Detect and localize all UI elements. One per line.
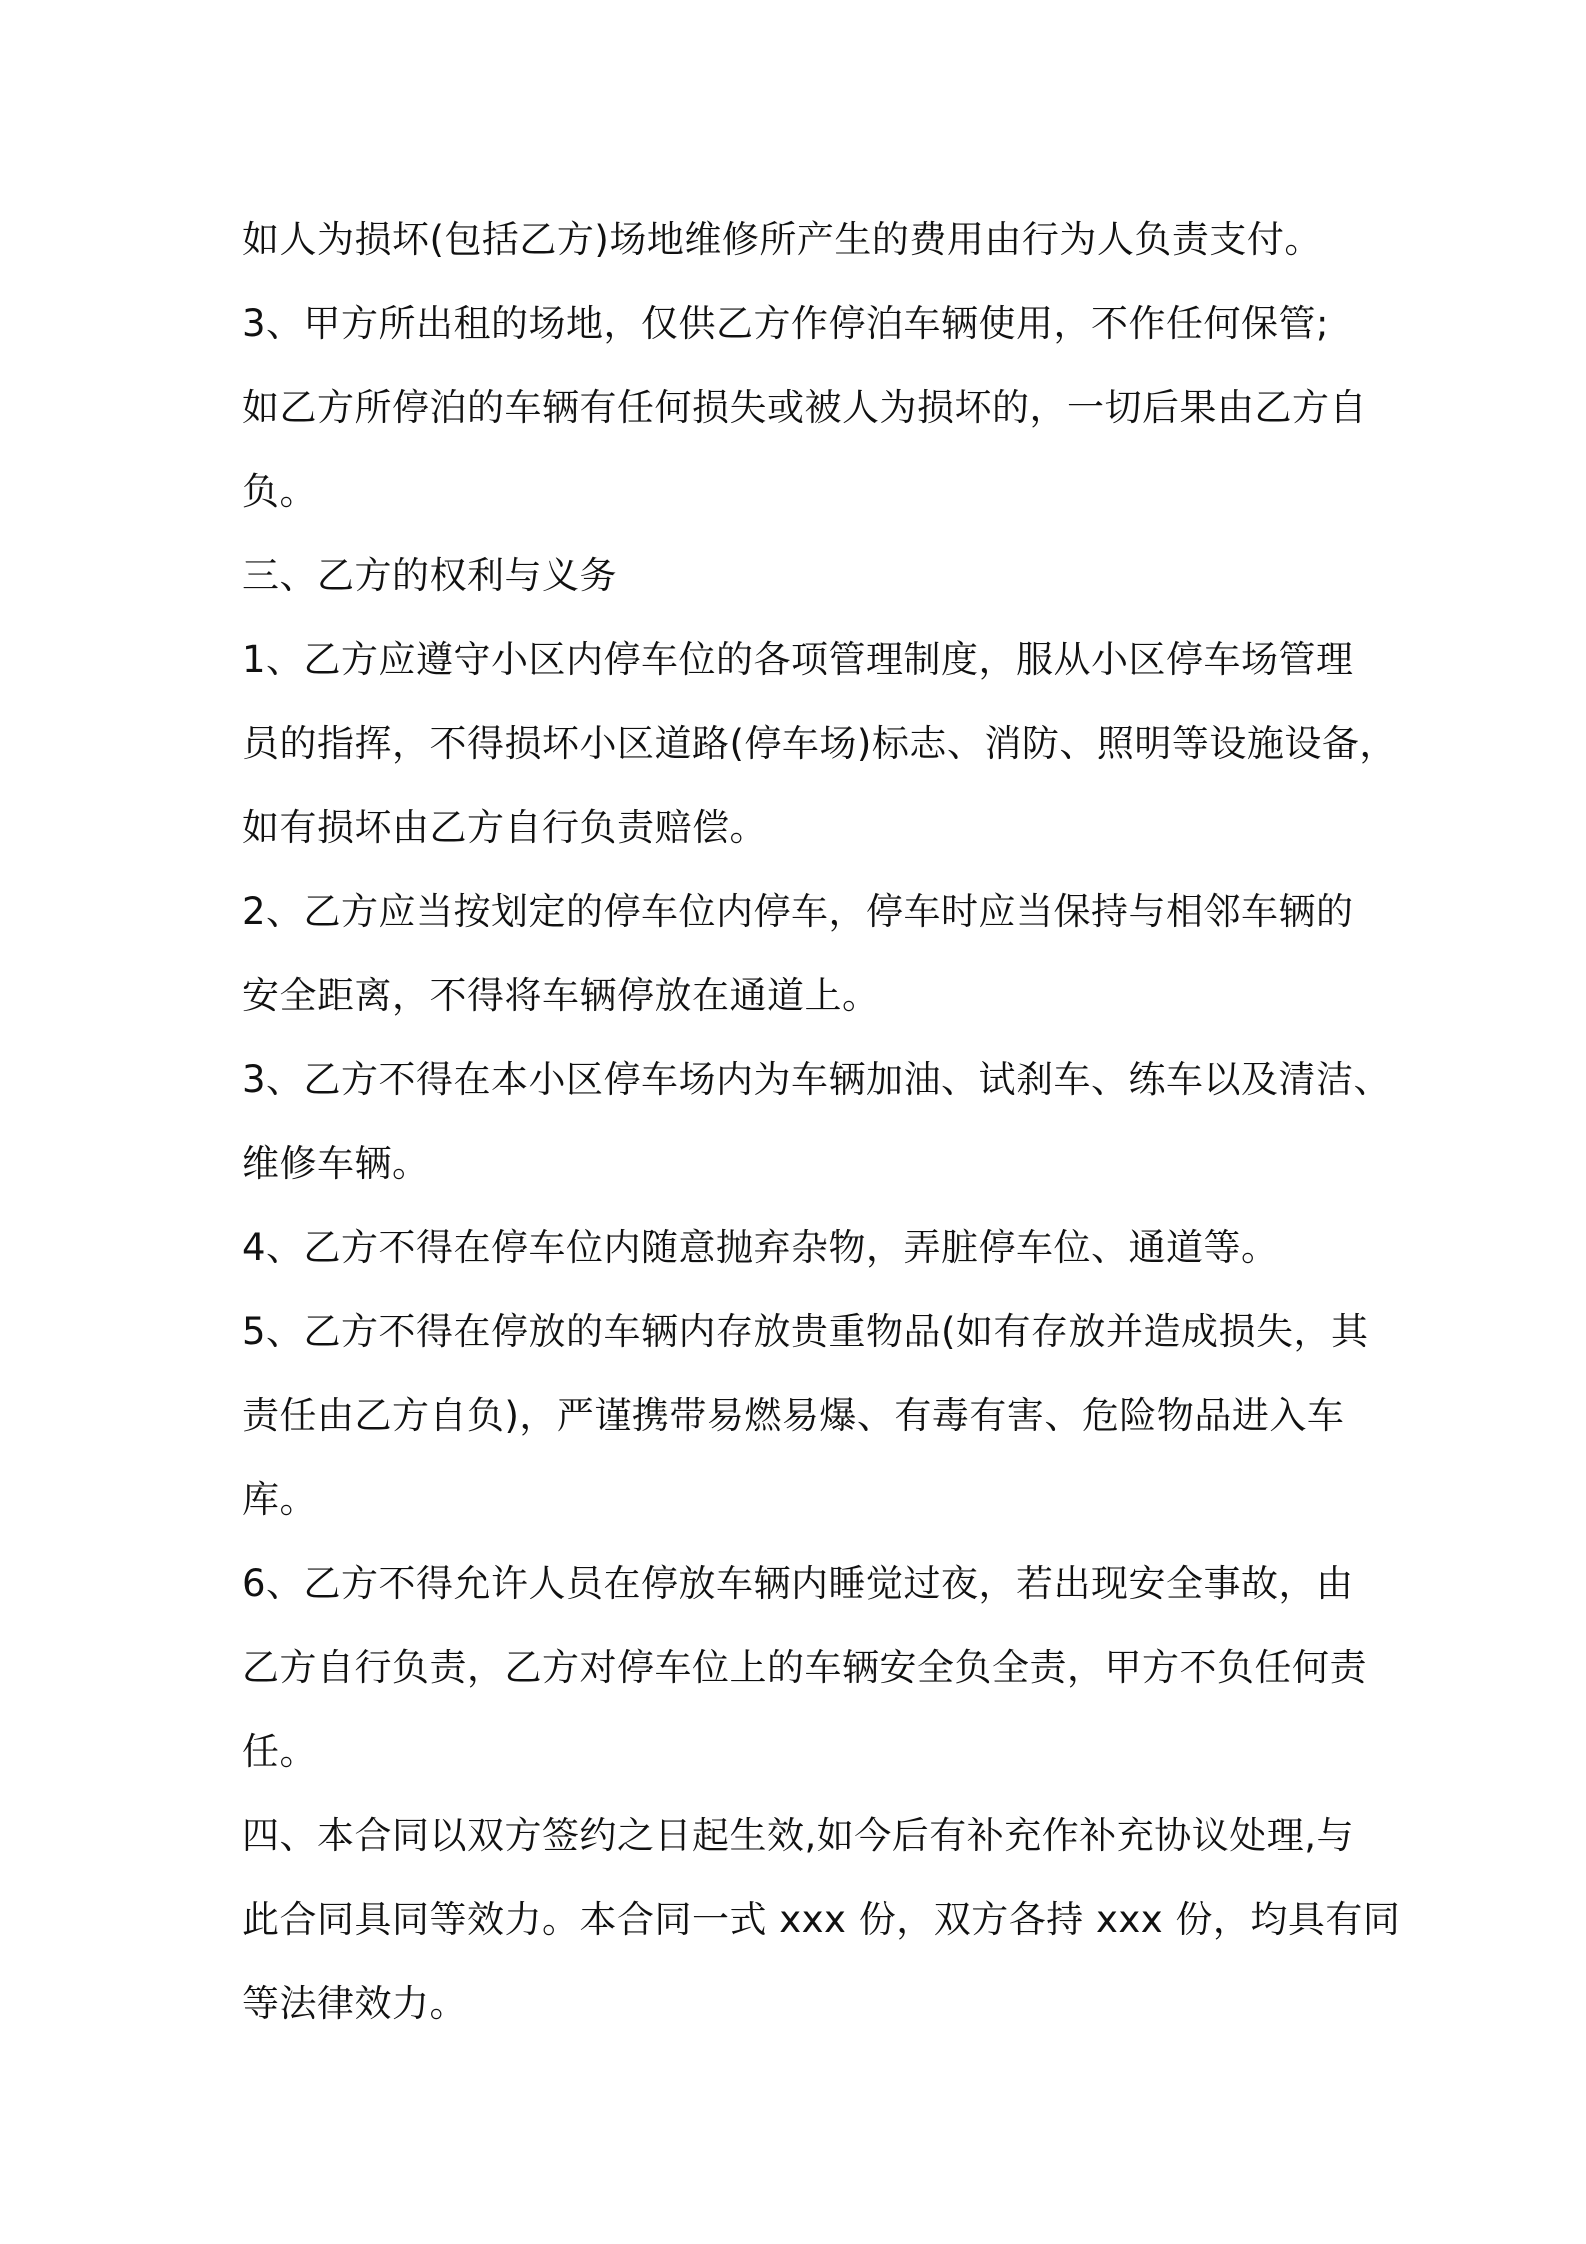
text-line: 3、甲方所出租的场地，仅供乙方作停泊车辆使用，不作任何保管; [242,302,1330,345]
text-line: 4、乙方不得在停车位内随意抛弃杂物，弄脏停车位、通道等。 [242,1226,1279,1269]
text-line: 负。 [242,470,317,513]
section-heading: 三、乙方的权利与义务 [242,554,617,597]
text-line: 任。 [242,1730,317,1773]
section-heading: 四、本合同以双方签约之日起生效,如今后有补充作补充协议处理,与 [242,1814,1355,1857]
text-line: 员的指挥，不得损坏小区道路(停车场)标志、消防、照明等设施设备， [242,722,1397,765]
text-line: 6、乙方不得允许人员在停放车辆内睡觉过夜，若出现安全事故，由 [242,1562,1354,1605]
text-line: 1、乙方应遵守小区内停车位的各项管理制度，服从小区停车场管理 [242,638,1354,681]
text-line: 等法律效力。 [242,1982,467,2025]
text-line: 如有损坏由乙方自行负责赔偿。 [242,806,767,849]
text-line: 3、乙方不得在本小区停车场内为车辆加油、试刹车、练车以及清洁、 [242,1058,1392,1101]
text-line: 乙方自行负责，乙方对停车位上的车辆安全负全责，甲方不负任何责 [242,1646,1367,1689]
text-line: 安全距离，不得将车辆停放在通道上。 [242,974,880,1017]
text-line: 如乙方所停泊的车辆有任何损失或被人为损坏的，一切后果由乙方自 [242,386,1367,429]
text-line: 2、乙方应当按划定的停车位内停车，停车时应当保持与相邻车辆的 [242,890,1354,933]
text-line: 如人为损坏(包括乙方)场地维修所产生的费用由行为人负责支付。 [242,218,1322,261]
text-line: 库。 [242,1478,317,1521]
contract-text-block [242,198,1401,2046]
text-line: 维修车辆。 [242,1142,430,1185]
text-line: 5、乙方不得在停放的车辆内存放贵重物品(如有存放并造成损失，其 [242,1310,1369,1353]
text-line: 责任由乙方自负)，严谨携带易燃易爆、有毒有害、危险物品进入车 [242,1394,1345,1437]
text-line: 此合同具同等效力。本合同一式 xxx 份，双方各持 xxx 份，均具有同 [242,1898,1401,1941]
